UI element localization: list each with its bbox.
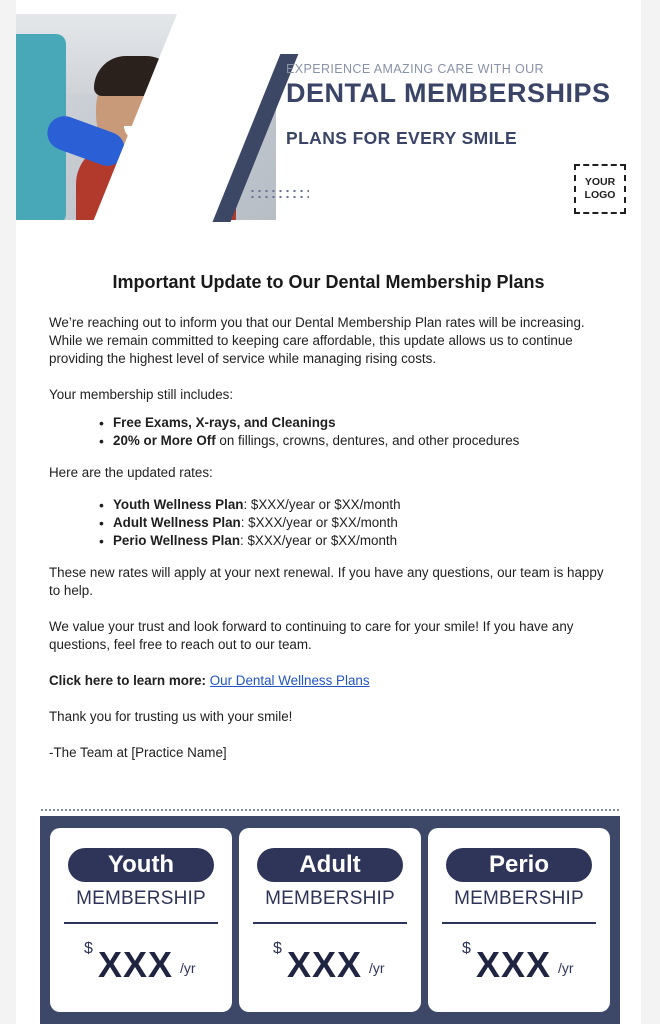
email-content [49, 314, 614, 762]
wellness-plans-link[interactable]: Our Dental Wellness Plans [209, 673, 370, 688]
plan-price: XXX [476, 944, 552, 985]
plan-currency: $ [84, 940, 93, 957]
plan-period: /yr [369, 960, 385, 976]
logo-placeholder: YOUR LOGO [574, 164, 626, 214]
hero-banner [16, 14, 641, 222]
thanks-line: Thank you for trusting us with your smile! [49, 709, 293, 724]
membership-plans [40, 816, 620, 1024]
plan-price: XXX [98, 944, 174, 985]
rates-heading: Here are the updated rates: [49, 465, 213, 480]
cta-line [49, 672, 614, 690]
email-title: Important Update to Our Dental Membership Plans [112, 272, 545, 292]
plan-subtitle: MEMBERSHIP [265, 888, 395, 909]
trust-paragraph: We value your trust and look forward to continuing to care for your smile! If you have any questions, feel free to reach out to our team. [49, 619, 574, 652]
plan-currency: $ [462, 940, 471, 957]
list-item: • Free Exams, X-rays, and Cleanings [97, 414, 614, 432]
plan-currency: $ [273, 940, 282, 957]
banner-headline: DENTAL MEMBERSHIPS [286, 78, 611, 108]
plan-price: XXX [287, 944, 363, 985]
plan-card-perio [428, 828, 610, 1012]
banner-subhead: PLANS FOR EVERY SMILE [286, 128, 518, 148]
plan-period: /yr [558, 960, 574, 976]
includes-list [97, 414, 614, 450]
renewal-paragraph: These new rates will apply at your next renewal. If you have any questions, our team is happy to help. [49, 565, 604, 598]
intro-paragraph: We’re reaching out to inform you that our Dental Membership Plan rates will be increasing. While we remain committed to keeping care affordable, this update allows us to continue providing the highest level of service while managing rising costs. [49, 315, 585, 366]
list-item: • 20% or More Off on fillings, crowns, dentures, and other procedures [97, 432, 614, 450]
plan-period: /yr [180, 960, 196, 976]
list-item: • Adult Wellness Plan: $XXX/year or $XX/month [97, 514, 614, 532]
plan-card-youth [50, 828, 232, 1012]
plan-name: Youth [68, 848, 214, 882]
plan-subtitle: MEMBERSHIP [454, 888, 584, 909]
signoff: -The Team at [Practice Name] [49, 745, 227, 760]
plan-card-adult [239, 828, 421, 1012]
dotted-divider [40, 808, 620, 812]
rates-list [97, 496, 614, 550]
plan-subtitle: MEMBERSHIP [76, 888, 206, 909]
cta-label: Click here to learn more: [49, 673, 207, 688]
includes-heading: Your membership still includes: [49, 387, 234, 402]
plan-name: Perio [446, 848, 592, 882]
banner-eyebrow: EXPERIENCE AMAZING CARE WITH OUR [286, 62, 544, 76]
plan-name: Adult [257, 848, 403, 882]
list-item: • Youth Wellness Plan: $XXX/year or $XX/month [97, 496, 614, 514]
decorative-dots [249, 188, 309, 202]
list-item: • Perio Wellness Plan: $XXX/year or $XX/month [97, 532, 614, 550]
